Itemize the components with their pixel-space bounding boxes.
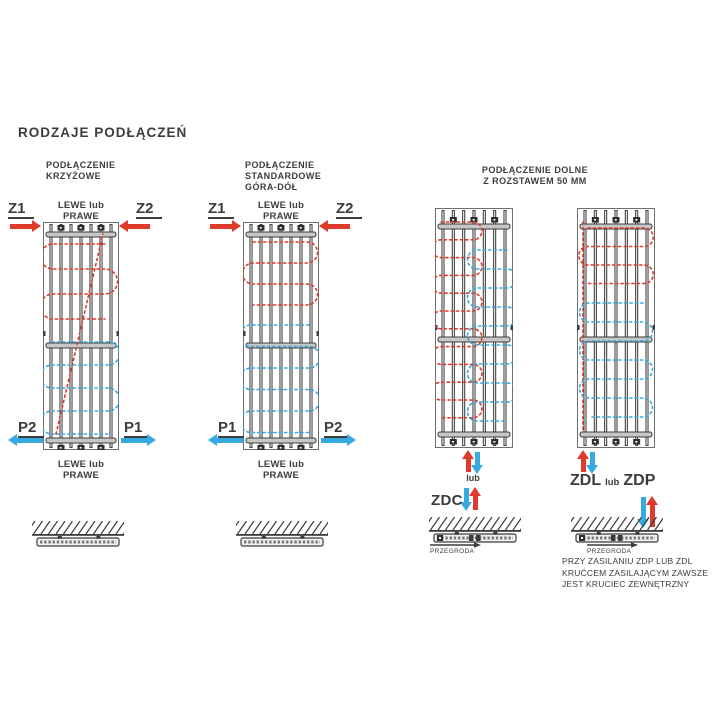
return-p2-label-1: P2 (18, 420, 44, 438)
sides-label-top-2: LEWE lub PRAWE (257, 200, 305, 222)
przegroda-label-3: PRZEGRODA (430, 548, 475, 555)
return-arrow-p1-1 (121, 438, 147, 443)
supply-z1-label-2: Z1 (208, 201, 234, 219)
wall-section-svg-3 (429, 517, 521, 544)
zdl-zdp-label-row (570, 472, 655, 490)
przegroda-label-4: PRZEGRODA (587, 548, 632, 555)
return-p2-label-2: P2 (324, 420, 350, 438)
radiator-bottom-zdl-svg (577, 208, 655, 448)
wall-section-svg-2 (236, 521, 328, 548)
return-p1-label-1: P1 (124, 420, 150, 438)
supply-z2-label-1: Z2 (136, 201, 162, 219)
header-cross-connection (46, 160, 115, 182)
return-arrow-p2-1 (17, 438, 43, 443)
flow-arrow-down-zdc-b (464, 488, 469, 502)
flow-arrow-down-zdl-a (590, 452, 595, 465)
supply-arrow-z2-1 (128, 224, 150, 229)
radiator-bottom-zdc-svg (435, 208, 513, 448)
radiator-standard-svg (243, 222, 319, 450)
note-line1: PRZY ZASILANIU ZDP LUB ZDL (562, 556, 693, 566)
supply-z1-label-1: Z1 (8, 201, 34, 219)
flow-arrow-up-zdc-a (466, 459, 471, 472)
zdl-zdp-note (562, 556, 720, 591)
przegroda-callout-4 (587, 542, 639, 555)
header-cross-line2: KRZYŻOWE (46, 171, 102, 181)
supply-arrow-z1-1 (10, 224, 32, 229)
zdp-label: ZDP (623, 472, 656, 489)
header-standard-line3: GÓRA-DÓŁ (245, 182, 298, 192)
note-line3: JEST KRUCIEC ZEWNĘTRZNY (562, 579, 690, 589)
return-arrow-p1-2 (217, 438, 243, 443)
header-bottom-line1: PODŁĄCZENIE DOLNE (481, 165, 589, 175)
przegroda-callout-3 (430, 542, 482, 555)
header-standard-connection (245, 160, 321, 193)
header-bottom-connection (453, 165, 617, 187)
page-title: RODZAJE PODŁĄCZEŃ (18, 125, 188, 140)
header-bottom-line2: Z ROZSTAWEM 50 MM (483, 176, 587, 186)
wall-section-svg-1 (32, 521, 124, 548)
sides-label-bottom-2: LEWE lub PRAWE (257, 459, 305, 481)
radiator-cross-svg (43, 222, 119, 450)
flow-arrow-down-zdc-a (475, 452, 480, 465)
lub-label-zdc: lub (466, 473, 480, 483)
return-arrow-p2-2 (321, 438, 347, 443)
supply-z2-label-2: Z2 (336, 201, 362, 219)
header-standard-line1: PODŁĄCZENIE (245, 160, 315, 170)
sides-label-top-1: LEWE lub PRAWE (57, 200, 105, 222)
zdl-label: ZDL (570, 472, 602, 489)
wall-section-svg-4 (571, 517, 663, 544)
supply-arrow-z1-2 (210, 224, 232, 229)
zdc-label: ZDC (431, 492, 463, 509)
header-cross-line1: PODŁĄCZENIE (46, 160, 116, 170)
flow-arrow-up-zdc-b (473, 496, 478, 510)
header-standard-line2: STANDARDOWE (245, 171, 322, 181)
supply-arrow-z2-2 (328, 224, 350, 229)
flow-arrow-up-zdl-a (581, 459, 586, 472)
return-p1-label-2: P1 (218, 420, 244, 438)
flow-arrow-down-zdl-b (641, 497, 646, 519)
note-line2: KRUĆCEM ZASILAJĄCYM ZAWSZE (562, 567, 709, 578)
lub-label-zdl: lub (605, 477, 620, 488)
sides-label-bottom-1: LEWE lub PRAWE (57, 459, 105, 481)
